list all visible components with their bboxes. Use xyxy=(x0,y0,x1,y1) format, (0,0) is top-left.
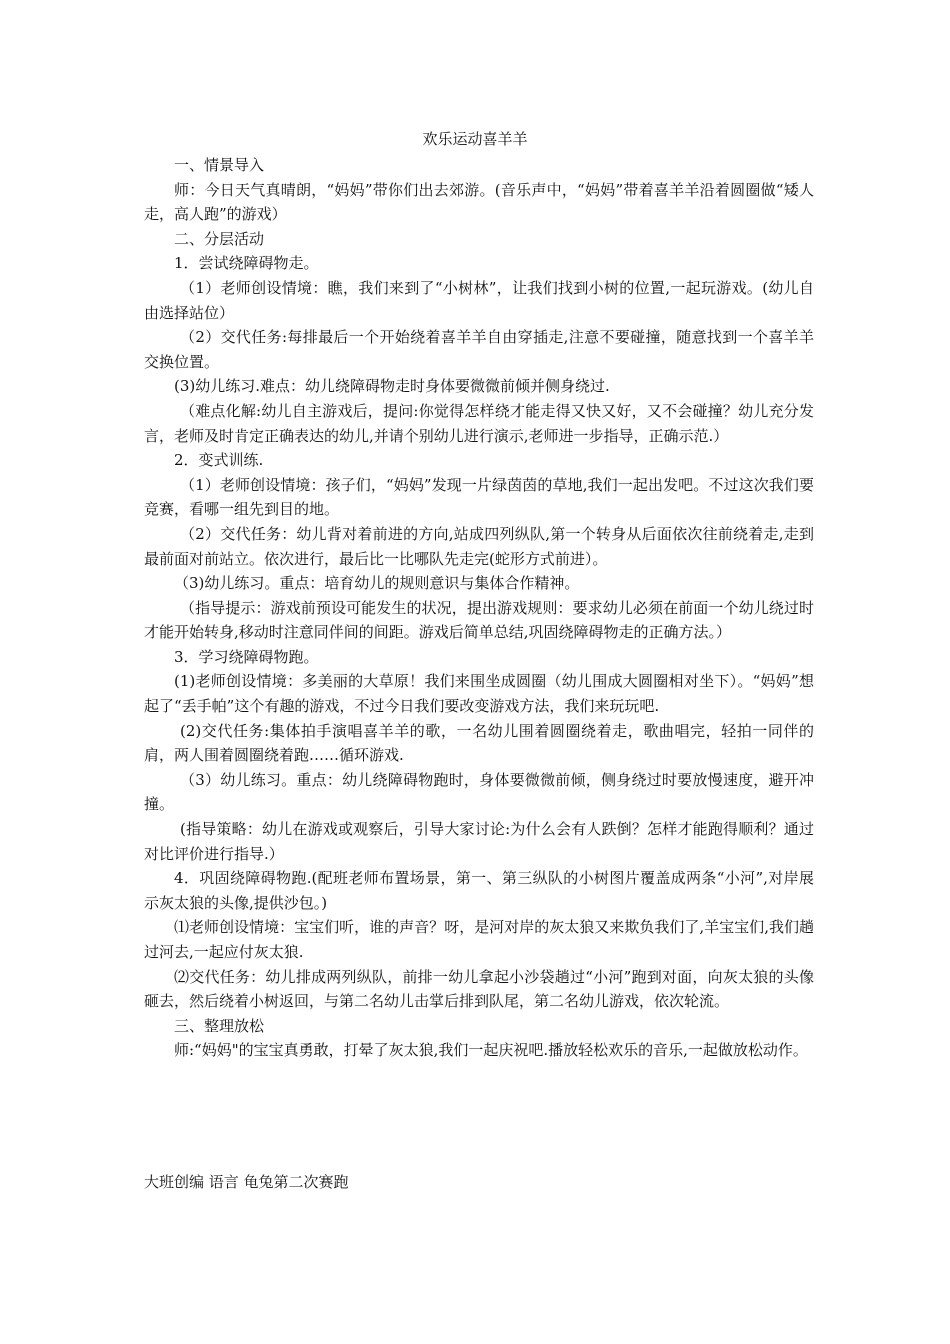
section-heading: 三、整理放松 xyxy=(174,1016,265,1035)
paragraph: (2)交代任务:集体拍手演唱喜羊羊的歌，一名幼儿围着圆圈绕着走，歌曲唱完，轻拍一同伴的肩，两人围着圆圈绕着跑……循环游戏. xyxy=(144,721,814,765)
paragraph: （1）老师创设情境：瞧，我们来到了“小树林”，让我们找到小树的位置,一起玩游戏。(幼儿自由选择站位） xyxy=(144,278,814,322)
paragraph: ⑵交代任务：幼儿排成两列纵队，前排一幼儿拿起小沙袋趟过“小河”跑到对面，向灰太狼的头像砸去，然后绕着小树返回，与第二名幼儿击掌后排到队尾，第二名幼儿游戏，依次轮流。 xyxy=(144,967,814,1011)
subsection-heading: 3．学习绕障碍物跑。 xyxy=(174,647,319,666)
paragraph: 师：今日天气真晴朗，“妈妈”带你们出去郊游。(音乐声中，“妈妈”带着喜羊羊沿着圆圈做“矮人走，高人跑”的游戏） xyxy=(144,180,814,224)
section-heading: 二、分层活动 xyxy=(174,229,265,248)
subsection-heading: 1．尝试绕障碍物走。 xyxy=(174,254,319,273)
paragraph: ⑴老师创设情境：宝宝们听，谁的声音？呀，是河对岸的灰太狼又来欺负我们了,羊宝宝们,我们趟过河去,一起应付灰太狼. xyxy=(144,918,814,961)
paragraph: （2）交代任务：幼儿背对着前进的方向,站成四列纵队,第一个转身从后面依次往前绕着走,走到最前面对前站立。依次进行，最后比一比哪队先走完(蛇形方式前进）。 xyxy=(144,524,814,568)
document-body xyxy=(144,153,814,1063)
subsection-heading: 2．变式训练. xyxy=(174,451,264,470)
footer-text: 大班创编 语言 龟兔第二次赛跑 xyxy=(144,1173,349,1191)
paragraph: 师:“妈妈"的宝宝真勇敢，打晕了灰太狼,我们一起庆祝吧.播放轻松欢乐的音乐,一起做放松动作。 xyxy=(174,1041,808,1060)
document-title: 欢乐运动喜羊羊 xyxy=(422,130,528,148)
paragraph: (1)老师创设情境：多美丽的大草原！我们来围坐成圆圈（幼儿围成大圆圈相对坐下）。“妈妈”想起了“丢手帕”这个有趣的游戏，不过今日我们要改变游戏方法，我们来玩玩吧. xyxy=(144,672,814,716)
subsection-heading: 4．巩固绕障碍物跑.(配班老师布置场景，第一、第三纵队的小树图片覆盖成两条“小河”,对岸展示灰太狼的头像,提供沙包。) xyxy=(144,869,814,912)
paragraph: (指导策略：幼儿在游戏或观察后，引导大家讨论:为什么会有人跌倒？怎样才能跑得顺利？通过对比评价进行指导.） xyxy=(144,820,814,863)
section-heading: 一、情景导入 xyxy=(174,156,265,174)
paragraph: （难点化解:幼儿自主游戏后，提问:你觉得怎样绕才能走得又快又好，又不会碰撞？幼儿充分发言，老师及时肯定正确表达的幼儿,并请个别幼儿进行演示,老师进一步指导，正确示范.） xyxy=(144,401,814,445)
paragraph: （2）交代任务:每排最后一个开始绕着喜羊羊自由穿插走,注意不要碰撞，随意找到一个喜羊羊交换位置。 xyxy=(144,328,814,371)
paragraph: （3）幼儿练习。重点：幼儿绕障碍物跑时，身体要微微前倾，侧身绕过时要放慢速度，避开冲撞。 xyxy=(144,770,814,814)
paragraph: （3)幼儿练习。重点：培育幼儿的规则意识与集体合作精神。 xyxy=(174,574,580,593)
paragraph: （指导提示：游戏前预设可能发生的状况，提出游戏规则：要求幼儿必须在前面一个幼儿绕过时才能开始转身,移动时注意同伴间的间距。游戏后简单总结,巩固绕障碍物走的正确方法。） xyxy=(144,598,814,642)
paragraph: （1）老师创设情境：孩子们，“妈妈”发现一片绿茵茵的草地,我们一起出发吧。不过这次我们要竞赛，看哪一组先到目的地。 xyxy=(144,475,814,519)
paragraph: (3)幼儿练习.难点：幼儿绕障碍物走时身体要微微前倾并侧身绕过. xyxy=(174,377,610,396)
